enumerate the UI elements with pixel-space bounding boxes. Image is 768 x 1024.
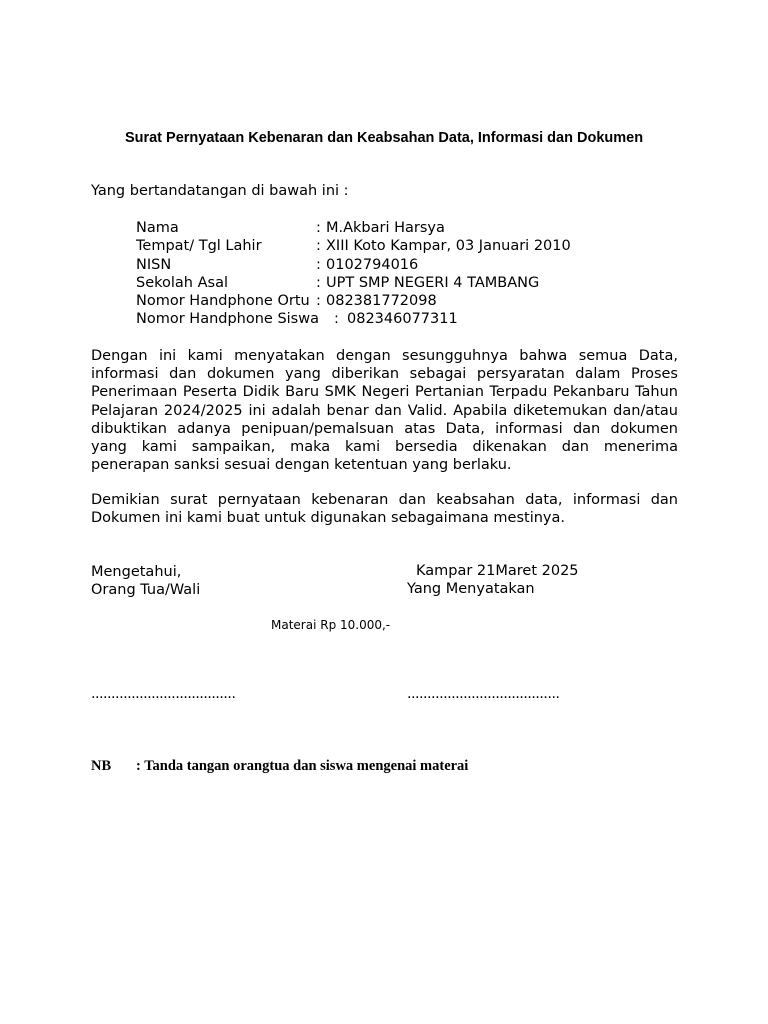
closing-paragraph: Demikian surat pernyataan kebenaran dan keabsahan data, informasi dan Dokumen ini kami buat untuk digunakan sebagaimana mestinya. <box>91 492 678 527</box>
signature-place-date: Kampar 21Maret 2025 <box>416 563 579 579</box>
signature-left-block <box>91 563 200 600</box>
field-value: UPT SMP NEGERI 4 TAMBANG <box>326 274 540 291</box>
statement-paragraph: Dengan ini kami menyatakan dengan sesungguhnya bahwa semua Data, informasi dan dokumen yang diberikan sebagai persyaratan dalam Proses Penerimaan Peserta Didik Baru SMK Negeri Pertanian Terpadu Pekanbaru Tahun Pelajaran 2024/2025 ini adalah benar dan Valid. Apabila diketemukan dan/atau dibuktikan adanya penipuan/pemalsuan atas Data, informasi dan dokumen yang kami sampaikan, maka kami bersedia dikenakan dan menerima penerapan sanksi sesuai dengan ketentuan yang berlaku. <box>91 348 678 474</box>
field-colon: : <box>316 220 321 236</box>
field-value: XIII Koto Kampar, 03 Januari 2010 <box>326 238 571 255</box>
field-colon: : <box>316 274 321 291</box>
note-text: : Tanda tangan orangtua dan siswa mengenai materai <box>136 758 469 774</box>
field-label: Tempat/ Tgl Lahir <box>136 238 262 255</box>
intro-text: Yang bertandatangan di bawah ini : <box>91 183 349 199</box>
signature-line-right: ...................................... <box>407 686 560 702</box>
field-colon: : <box>316 238 321 255</box>
field-colon: : <box>334 311 339 328</box>
field-value: 082346077311 <box>347 311 458 328</box>
field-colon: : <box>316 256 321 273</box>
field-label: Sekolah Asal <box>136 274 228 291</box>
field-label: NISN <box>136 256 172 273</box>
signature-left-line1: Mengetahui, <box>91 564 182 580</box>
materai-label: Materai Rp 10.000,- <box>271 618 391 632</box>
document-title: Surat Pernyataan Kebenaran dan Keabsahan Data, Informasi dan Dokumen <box>124 130 644 146</box>
signature-left-line2: Orang Tua/Wali <box>91 582 201 599</box>
field-label: Nomor Handphone Siswa <box>136 311 319 328</box>
note-label: NB <box>91 758 112 774</box>
field-value: 0102794016 <box>326 256 419 273</box>
field-colon: : <box>316 293 321 310</box>
field-label: Nama <box>136 220 179 236</box>
signature-right-title: Yang Menyatakan <box>407 581 535 597</box>
field-value: 082381772098 <box>326 293 437 310</box>
signature-line-left: .................................... <box>91 686 236 702</box>
field-value: M.Akbari Harsya <box>326 220 445 236</box>
field-label: Nomor Handphone Ortu <box>136 293 310 310</box>
